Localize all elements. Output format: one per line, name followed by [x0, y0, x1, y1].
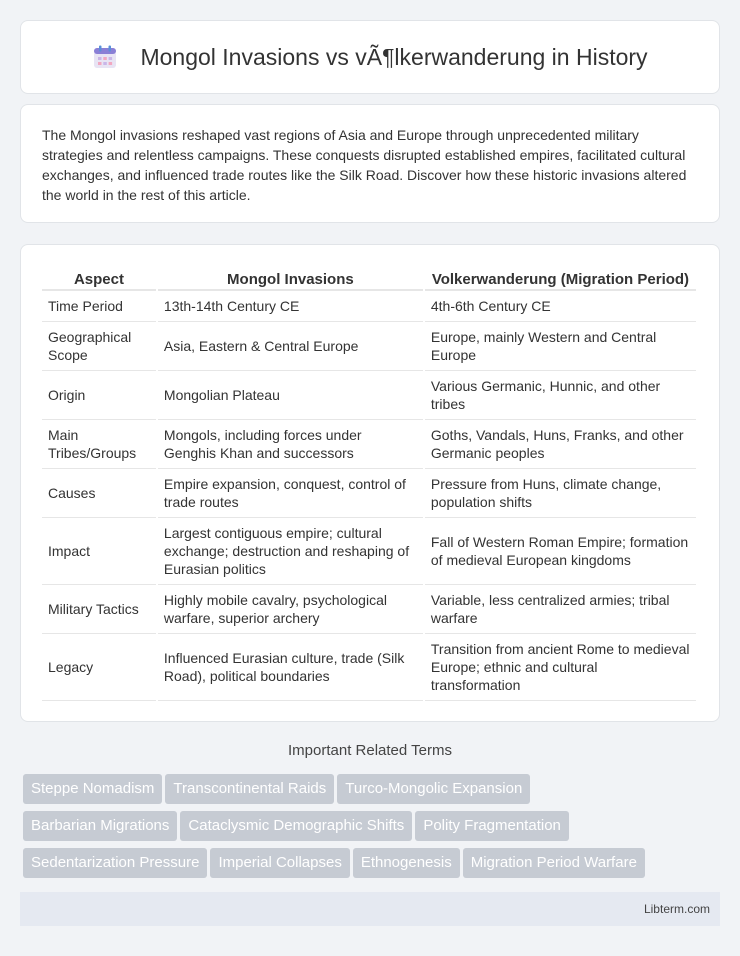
header-volkerwanderung: Volkerwanderung (Migration Period) — [425, 264, 696, 291]
table-cell-aspect: Geographical Scope — [42, 322, 156, 371]
table-cell-aspect: Origin — [42, 371, 156, 420]
table-cell-migration: Various Germanic, Hunnic, and other tribes — [425, 371, 696, 420]
table-row — [42, 291, 696, 322]
table-cell-aspect: Main Tribes/Groups — [42, 420, 156, 469]
related-term-tag[interactable]: Transcontinental Raids — [165, 774, 334, 804]
table-cell-mongol: Influenced Eurasian culture, trade (Silk Road), political boundaries — [158, 634, 423, 701]
calendar-icon — [92, 44, 118, 70]
related-term-tag[interactable]: Turco-Mongolic Expansion — [337, 774, 530, 804]
comparison-table — [40, 264, 698, 701]
table-cell-migration: 4th-6th Century CE — [425, 291, 696, 322]
table-row — [42, 371, 696, 420]
comparison-table-card — [20, 244, 720, 722]
table-row — [42, 518, 696, 585]
related-term-tag[interactable]: Polity Fragmentation — [415, 811, 569, 841]
intro-paragraph: The Mongol invasions reshaped vast regions of Asia and Europe through unprecedented military strategies and relentless campaigns. These conquests disrupted established empires, facilitated cultural exchanges, and influenced trade routes like the Silk Road. Discover how these historic invasions altered the world in the rest of this article. — [42, 127, 687, 203]
related-term-tag[interactable]: Imperial Collapses — [210, 848, 349, 878]
related-term-tag[interactable]: Cataclysmic Demographic Shifts — [180, 811, 412, 841]
table-cell-mongol: Empire expansion, conquest, control of trade routes — [158, 469, 423, 518]
table-cell-aspect: Causes — [42, 469, 156, 518]
related-term-tag[interactable]: Migration Period Warfare — [463, 848, 645, 878]
table-cell-migration: Pressure from Huns, climate change, population shifts — [425, 469, 696, 518]
table-cell-mongol: Largest contiguous empire; cultural exchange; destruction and reshaping of Eurasian politics — [158, 518, 423, 585]
table-cell-mongol: Asia, Eastern & Central Europe — [158, 322, 423, 371]
page-title: Mongol Invasions vs vÃ¶lkerwanderung in History — [140, 43, 648, 70]
table-cell-aspect: Legacy — [42, 634, 156, 701]
table-row — [42, 469, 696, 518]
header-aspect: Aspect — [42, 264, 156, 291]
table-cell-migration: Transition from ancient Rome to medieval Europe; ethnic and cultural transformation — [425, 634, 696, 701]
table-cell-migration: Goths, Vandals, Huns, Franks, and other Germanic peoples — [425, 420, 696, 469]
intro-card — [20, 104, 720, 223]
footer — [20, 892, 720, 926]
table-cell-migration: Europe, mainly Western and Central Europe — [425, 322, 696, 371]
table-row — [42, 322, 696, 371]
table-cell-aspect: Military Tactics — [42, 585, 156, 634]
table-cell-migration: Fall of Western Roman Empire; formation of medieval European kingdoms — [425, 518, 696, 585]
table-cell-mongol: Highly mobile cavalry, psychological warfare, superior archery — [158, 585, 423, 634]
table-cell-mongol: 13th-14th Century CE — [158, 291, 423, 322]
header-mongol-invasions: Mongol Invasions — [158, 264, 423, 291]
footer-site-link[interactable]: Libterm.com — [643, 902, 710, 916]
related-terms-heading: Important Related Terms — [288, 742, 452, 759]
related-term-tag[interactable]: Ethnogenesis — [353, 848, 460, 878]
table-row — [42, 585, 696, 634]
table-cell-migration: Variable, less centralized armies; tribal warfare — [425, 585, 696, 634]
table-header-row — [42, 264, 696, 291]
table-cell-mongol: Mongols, including forces under Genghis Khan and successors — [158, 420, 423, 469]
title-card — [20, 20, 720, 94]
table-cell-aspect: Impact — [42, 518, 156, 585]
table-row — [42, 634, 696, 701]
table-cell-mongol: Mongolian Plateau — [158, 371, 423, 420]
table-cell-aspect: Time Period — [42, 291, 156, 322]
related-term-tag[interactable]: Sedentarization Pressure — [23, 848, 207, 878]
related-term-tag[interactable]: Steppe Nomadism — [23, 774, 162, 804]
related-terms-list — [23, 774, 723, 885]
related-term-tag[interactable]: Barbarian Migrations — [23, 811, 177, 841]
table-row — [42, 420, 696, 469]
